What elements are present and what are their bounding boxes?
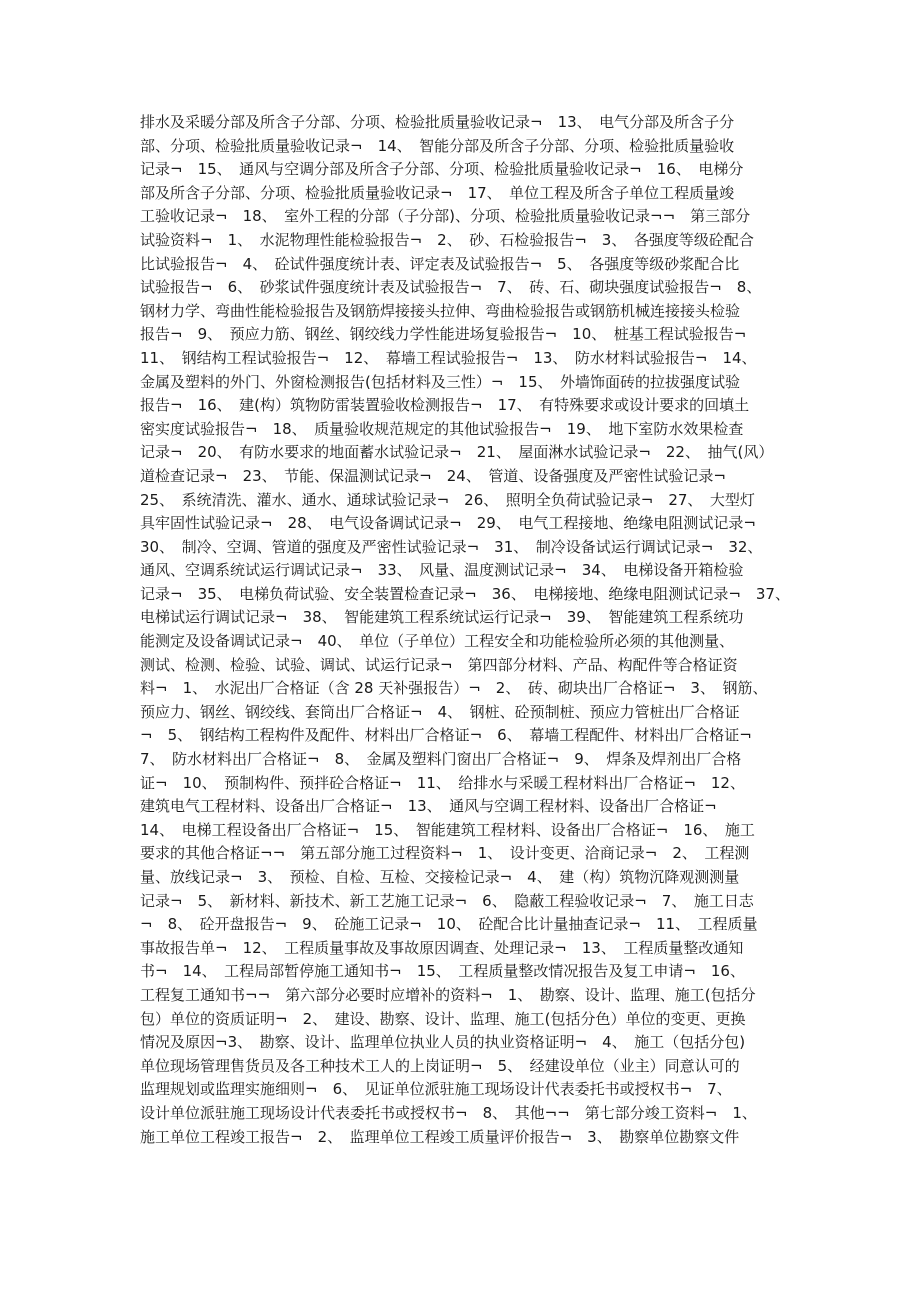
text-line: 试验资料¬ 1、 水泥物理性能检验报告¬ 2、 砂、石检验报告¬ 3、 各强度等级砼配合 (140, 230, 754, 249)
text-line: 量、放线记录¬ 3、 预检、自检、互检、交接检记录¬ 4、 建（构）筑物沉降观测测量 (140, 868, 740, 886)
text-line: 预应力、钢丝、钢绞线、套筒出厂合格证¬ 4、 钢桩、砼预制桩、预应力管桩出厂合格证 (140, 702, 740, 721)
text-line: 钢材力学、弯曲性能检验报告及钢筋焊接接头拉伸、弯曲检验报告或钢筋机械连接接头检验 (140, 301, 741, 320)
text-line: 设计单位派驻施工现场设计代表委托书或授权书¬ 8、 其他¬¬ 第七部分竣工资料¬ 1、 (140, 1103, 757, 1122)
text-line: 事故报告单¬ 12、 工程质量事故及事故原因调查、处理记录¬ 13、 工程质量整改通知 (140, 938, 744, 957)
text-line: 记录¬ 20、 有防水要求的地面蓄水试验记录¬ 21、 屋面淋水试验记录¬ 22、 抽气(风） (140, 443, 774, 462)
text-line: 11、 钢结构工程试验报告¬ 12、 幕墙工程试验报告¬ 13、 防水材料试验报告¬ 14、 (140, 348, 757, 367)
text-line: 具牢固性试验记录¬ 28、 电气设备调试记录¬ 29、 电气工程接地、绝缘电阻测试记录¬ (140, 514, 756, 533)
text-line: 测试、检测、检验、试验、调试、试运行记录¬ 第四部分材料、产品、构配件等合格证资 (140, 655, 738, 674)
text-line: 要求的其他合格证¬¬ 第五部分施工过程资料¬ 1、 设计变更、洽商记录¬ 2、 工程测 (140, 844, 750, 863)
text-line: 25、 系统清洗、灌水、通水、通球试验记录¬ 26、 照明全负荷试验记录¬ 27、 大型灯 (140, 490, 755, 509)
text-line: 金属及塑料的外门、外窗检测报告(包括材料及三性）¬ 15、 外墙饰面砖的拉拔强度试验 (140, 372, 741, 391)
text-line: 7、 防水材料出厂合格证¬ 8、 金属及塑料门窗出厂合格证¬ 9、 焊条及焊剂出厂合格 (140, 750, 742, 769)
text-line: 部、分项、检验批质量验收记录¬ 14、 智能分部及所含子分部、分项、检验批质量验收 (140, 136, 735, 155)
text-line: 比试验报告¬ 4、 砼试件强度统计表、评定表及试验报告¬ 5、 各强度等级砂浆配合比 (140, 254, 740, 273)
text-line: 监理规划或监理实施细则¬ 6、 见证单位派驻施工现场设计代表委托书或授权书¬ 7、 (140, 1080, 732, 1099)
text-line: 报告¬ 9、 预应力筋、钢丝、钢绞线力学性能进场复验报告¬ 10、 桩基工程试验报告¬ (140, 325, 747, 344)
text-line: 工验收记录¬ 18、 室外工程的分部（子分部)、分项、检验批质量验收记录¬¬ 第三部分 (140, 207, 751, 226)
text-line: 通风、空调系统试运行调试记录¬ 33、 风量、温度测试记录¬ 34、 电梯设备开箱检验 (140, 561, 744, 580)
text-line: ¬ 8、 砼开盘报告¬ 9、 砼施工记录¬ 10、 砼配合比计量抽查记录¬ 11、 工程质量 (140, 915, 758, 934)
text-line: ¬ 5、 钢结构工程构件及配件、材料出厂合格证¬ 6、 幕墙工程配件、材料出厂合格证¬ (140, 726, 752, 745)
text-line: 建筑电气工程材料、设备出厂合格证¬ 13、 通风与空调工程材料、设备出厂合格证¬ (140, 797, 717, 816)
text-line: 试验报告¬ 6、 砂浆试件强度统计表及试验报告¬ 7、 砖、石、砌块强度试验报告¬ 8、 (140, 278, 762, 297)
text-line: 包）单位的资质证明¬ 2、 建设、勘察、设计、监理、施工(包括分色）单位的变更、更换 (140, 1009, 746, 1028)
text-line: 密实度试验报告¬ 18、 质量验收规范规定的其他试验报告¬ 19、 地下室防水效果检查 (140, 419, 744, 438)
text-line: 报告¬ 16、 建(构）筑物防雷装置验收检测报告¬ 17、 有特殊要求或设计要求的回填土 (140, 396, 750, 415)
text-line: 施工单位工程竣工报告¬ 2、 监理单位工程竣工质量评价报告¬ 3、 勘察单位勘察文件 (140, 1127, 740, 1146)
text-line: 道检查记录¬ 23、 节能、保温测试记录¬ 24、 管道、设备强度及严密性试验记录¬ (140, 466, 726, 485)
text-line: 14、 电梯工程设备出厂合格证¬ 15、 智能建筑工程材料、设备出厂合格证¬ 16、 施工 (140, 820, 755, 839)
text-line: 料¬ 1、 水泥出厂合格证（含 28 天补强报告）¬ 2、 砖、砌块出厂合格证¬ 3、 钢筋、 (140, 679, 768, 698)
text-line: 30、 制冷、空调、管道的强度及严密性试验记录¬ 31、 制冷设备试运行调试记录¬ 32、 (140, 537, 763, 556)
text-line: 排水及采暖分部及所含子分部、分项、检验批质量验收记录¬ 13、 电气分部及所含子分 (140, 113, 735, 131)
text-line: 证¬ 10、 预制构件、预拌砼合格证¬ 11、 给排水与采暖工程材料出厂合格证¬ 12、 (140, 773, 745, 792)
text-line: 部及所含子分部、分项、检验批质量验收记录¬ 17、 单位工程及所含子单位工程质量竣 (140, 183, 735, 202)
text-line: 单位现场管理售货员及各工种技术工人的上岗证明¬ 5、 经建设单位（业主）同意认可的 (140, 1056, 740, 1075)
text-line: 记录¬ 5、 新材料、新技术、新工艺施工记录¬ 6、 隐蔽工程验收记录¬ 7、 施工日志 (140, 891, 754, 910)
text-line: 工程复工通知书¬¬ 第六部分必要时应增补的资料¬ 1、 勘察、设计、监理、施工(包括分 (140, 985, 756, 1004)
text-line: 记录¬ 35、 电梯负荷试验、安全装置检查记录¬ 36、 电梯接地、绝缘电阻测试记录¬ 37、 (140, 584, 790, 603)
text-line: 书¬ 14、 工程局部暂停施工通知书¬ 15、 工程质量整改情况报告及复工申请¬ 16、 (140, 962, 745, 981)
text-line: 记录¬ 15、 通风与空调分部及所含子分部、分项、检验批质量验收记录¬ 16、 电梯分 (140, 160, 744, 179)
document-body (140, 111, 790, 1149)
text-line: 电梯试运行调试记录¬ 38、 智能建筑工程系统试运行记录¬ 39、 智能建筑工程系统功 (140, 608, 744, 627)
text-line: 能测定及设备调试记录¬ 40、 单位（子单位）工程安全和功能检验所必须的其他测量、 (140, 632, 735, 651)
text-line: 情况及原因¬3、 勘察、设计、监理单位执业人员的执业资格证明¬ 4、 施工（包括分包) (140, 1033, 746, 1052)
